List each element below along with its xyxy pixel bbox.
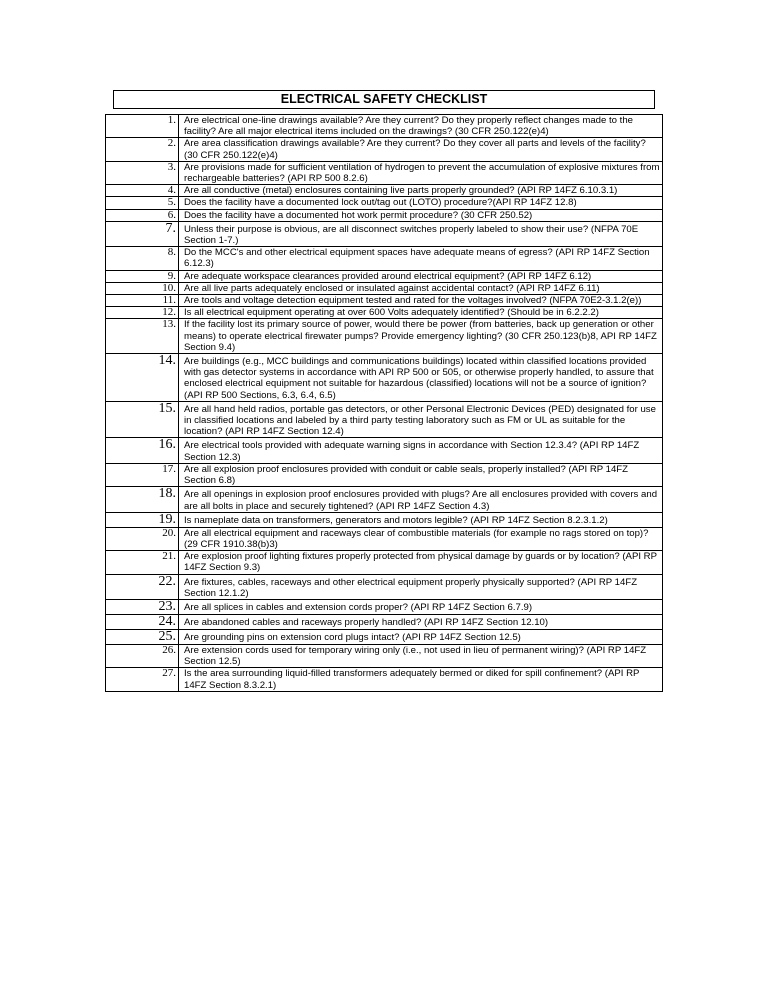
- item-number: 6.: [106, 209, 179, 221]
- item-number: 24.: [106, 614, 179, 629]
- item-number: 25.: [106, 629, 179, 644]
- item-number: 7.: [106, 221, 179, 246]
- table-row: [106, 270, 663, 282]
- item-question: Are tools and voltage detection equipment tested and rated for the voltages involved? (NFPA 70E2-3.1.2(e)): [179, 295, 663, 307]
- item-number: 16.: [106, 438, 179, 463]
- table-row: [106, 512, 663, 527]
- item-question: Does the facility have a documented hot work permit procedure? (30 CFR 250.52): [179, 209, 663, 221]
- item-number: 1.: [106, 115, 179, 138]
- item-number: 12.: [106, 307, 179, 319]
- item-question: Are fixtures, cables, raceways and other electrical equipment properly physically supported? (API RP 14FZ Section 12.1.2): [179, 574, 663, 599]
- table-row: [106, 487, 663, 512]
- table-row: [106, 295, 663, 307]
- item-number: 4.: [106, 185, 179, 197]
- checklist-table: [105, 114, 663, 692]
- item-question: Are electrical tools provided with adequate warning signs in accordance with Section 12.3.4? (API RP 14FZ Section 12.3): [179, 438, 663, 463]
- item-number: 19.: [106, 512, 179, 527]
- item-number: 27.: [106, 668, 179, 691]
- item-number: 13.: [106, 319, 179, 354]
- item-question: Are electrical one-line drawings available? Are they current? Do they properly reflect changes made to the facility? Are all major electrical items included on the drawings? (30 CFR 250.122(e)4): [179, 115, 663, 138]
- item-number: 10.: [106, 282, 179, 294]
- table-row: [106, 197, 663, 209]
- table-row: [106, 527, 663, 550]
- table-row: [106, 401, 663, 438]
- item-question: Are area classification drawings available? Are they current? Do they cover all parts and levels of the facility? (30 CFR 250.122(e)4): [179, 138, 663, 161]
- item-question: Do the MCC's and other electrical equipment spaces have adequate means of egress? (API RP 14FZ Section 6.12.3): [179, 247, 663, 270]
- item-number: 20.: [106, 527, 179, 550]
- table-row: [106, 614, 663, 629]
- item-question: Are all splices in cables and extension cords proper? (API RP 14FZ Section 6.7.9): [179, 599, 663, 614]
- item-question: Is nameplate data on transformers, generators and motors legible? (API RP 14FZ Section 8.2.3.1.2): [179, 512, 663, 527]
- item-number: 17.: [106, 463, 179, 486]
- table-row: [106, 282, 663, 294]
- table-row: [106, 463, 663, 486]
- item-question: Is the area surrounding liquid-filled transformers adequately bermed or diked for spill confinement? (API RP 14FZ Section 8.3.2.1): [179, 668, 663, 691]
- item-number: 18.: [106, 487, 179, 512]
- item-number: 21.: [106, 551, 179, 574]
- item-number: 3.: [106, 161, 179, 184]
- table-row: [106, 668, 663, 691]
- table-row: [106, 644, 663, 667]
- table-row: [106, 319, 663, 354]
- item-number: 11.: [106, 295, 179, 307]
- item-question: Are grounding pins on extension cord plugs intact? (API RP 14FZ Section 12.5): [179, 629, 663, 644]
- table-row: [106, 161, 663, 184]
- table-row: [106, 599, 663, 614]
- item-number: 23.: [106, 599, 179, 614]
- item-question: Are all live parts adequately enclosed or insulated against accidental contact? (API RP 14FZ 6.11): [179, 282, 663, 294]
- table-row: [106, 629, 663, 644]
- item-number: 8.: [106, 247, 179, 270]
- item-question: Are all conductive (metal) enclosures containing live parts properly grounded? (API RP 14FZ 6.10.3.1): [179, 185, 663, 197]
- item-number: 5.: [106, 197, 179, 209]
- item-question: Is all electrical equipment operating at over 600 Volts adequately identified? (Should be in 6.2.2.2): [179, 307, 663, 319]
- table-row: [106, 574, 663, 599]
- item-question: Are all hand held radios, portable gas detectors, or other Personal Electronic Devices (PED) designated for use in classified locations and labeled by a third party testing laboratory such as FM or UL as suitable for the location? (API RP 14FZ Section 12.4): [179, 401, 663, 438]
- item-question: Are adequate workspace clearances provided around electrical equipment? (API RP 14FZ 6.12): [179, 270, 663, 282]
- table-row: [106, 247, 663, 270]
- table-row: [106, 354, 663, 402]
- table-row: [106, 551, 663, 574]
- item-number: 9.: [106, 270, 179, 282]
- item-number: 26.: [106, 644, 179, 667]
- item-number: 14.: [106, 354, 179, 402]
- item-question: Are buildings (e.g., MCC buildings and communications buildings) located within classified locations provided with gas detector systems in accordance with API RP 500 or 505, or otherwise properly handled, to assure that enclosed electrical equipment not suitable for hazardous (classified) locations will not be a source of ignition? (API RP 500 Sections, 6.3, 6.4, 6.5): [179, 354, 663, 402]
- item-number: 22.: [106, 574, 179, 599]
- item-number: 2.: [106, 138, 179, 161]
- item-question: Are provisions made for sufficient ventilation of hydrogen to prevent the accumulation of explosive mixtures from rechargeable batteries? (API RP 500 8.2.6): [179, 161, 663, 184]
- table-row: [106, 138, 663, 161]
- checklist-title: ELECTRICAL SAFETY CHECKLIST: [113, 90, 655, 109]
- table-row: [106, 185, 663, 197]
- table-row: [106, 307, 663, 319]
- item-question: Are extension cords used for temporary wiring only (i.e., not used in lieu of permanent wiring)? (API RP 14FZ Section 12.5): [179, 644, 663, 667]
- item-question: Does the facility have a documented lock out/tag out (LOTO) procedure?(API RP 14FZ 12.8): [179, 197, 663, 209]
- item-question: Are explosion proof lighting fixtures properly protected from physical damage by guards or by location? (API RP 14FZ Section 9.3): [179, 551, 663, 574]
- table-row: [106, 115, 663, 138]
- item-question: Are all explosion proof enclosures provided with conduit or cable seals, properly installed? (API RP 14FZ Section 6.8): [179, 463, 663, 486]
- item-question: Are all electrical equipment and raceways clear of combustible materials (for example no rags stored on top)? (29 CFR 1910.38(b)3): [179, 527, 663, 550]
- item-question: Are all openings in explosion proof enclosures provided with plugs? Are all enclosures provided with covers and are all bolts in place and securely tightened? (API RP 14FZ Section 4.3): [179, 487, 663, 512]
- table-row: [106, 438, 663, 463]
- item-question: If the facility lost its primary source of power, would there be power (from batteries, back up generation or other means) to operate electrical firewater pumps? Provide emergency lighting? (30 CFR 250.123(b)8, API RP 14FZ Section 9.4): [179, 319, 663, 354]
- item-question: Unless their purpose is obvious, are all disconnect switches properly labeled to show their use? (NFPA 70E Section 1-7.): [179, 221, 663, 246]
- item-question: Are abandoned cables and raceways properly handled? (API RP 14FZ Section 12.10): [179, 614, 663, 629]
- item-number: 15.: [106, 401, 179, 438]
- table-row: [106, 209, 663, 221]
- table-row: [106, 221, 663, 246]
